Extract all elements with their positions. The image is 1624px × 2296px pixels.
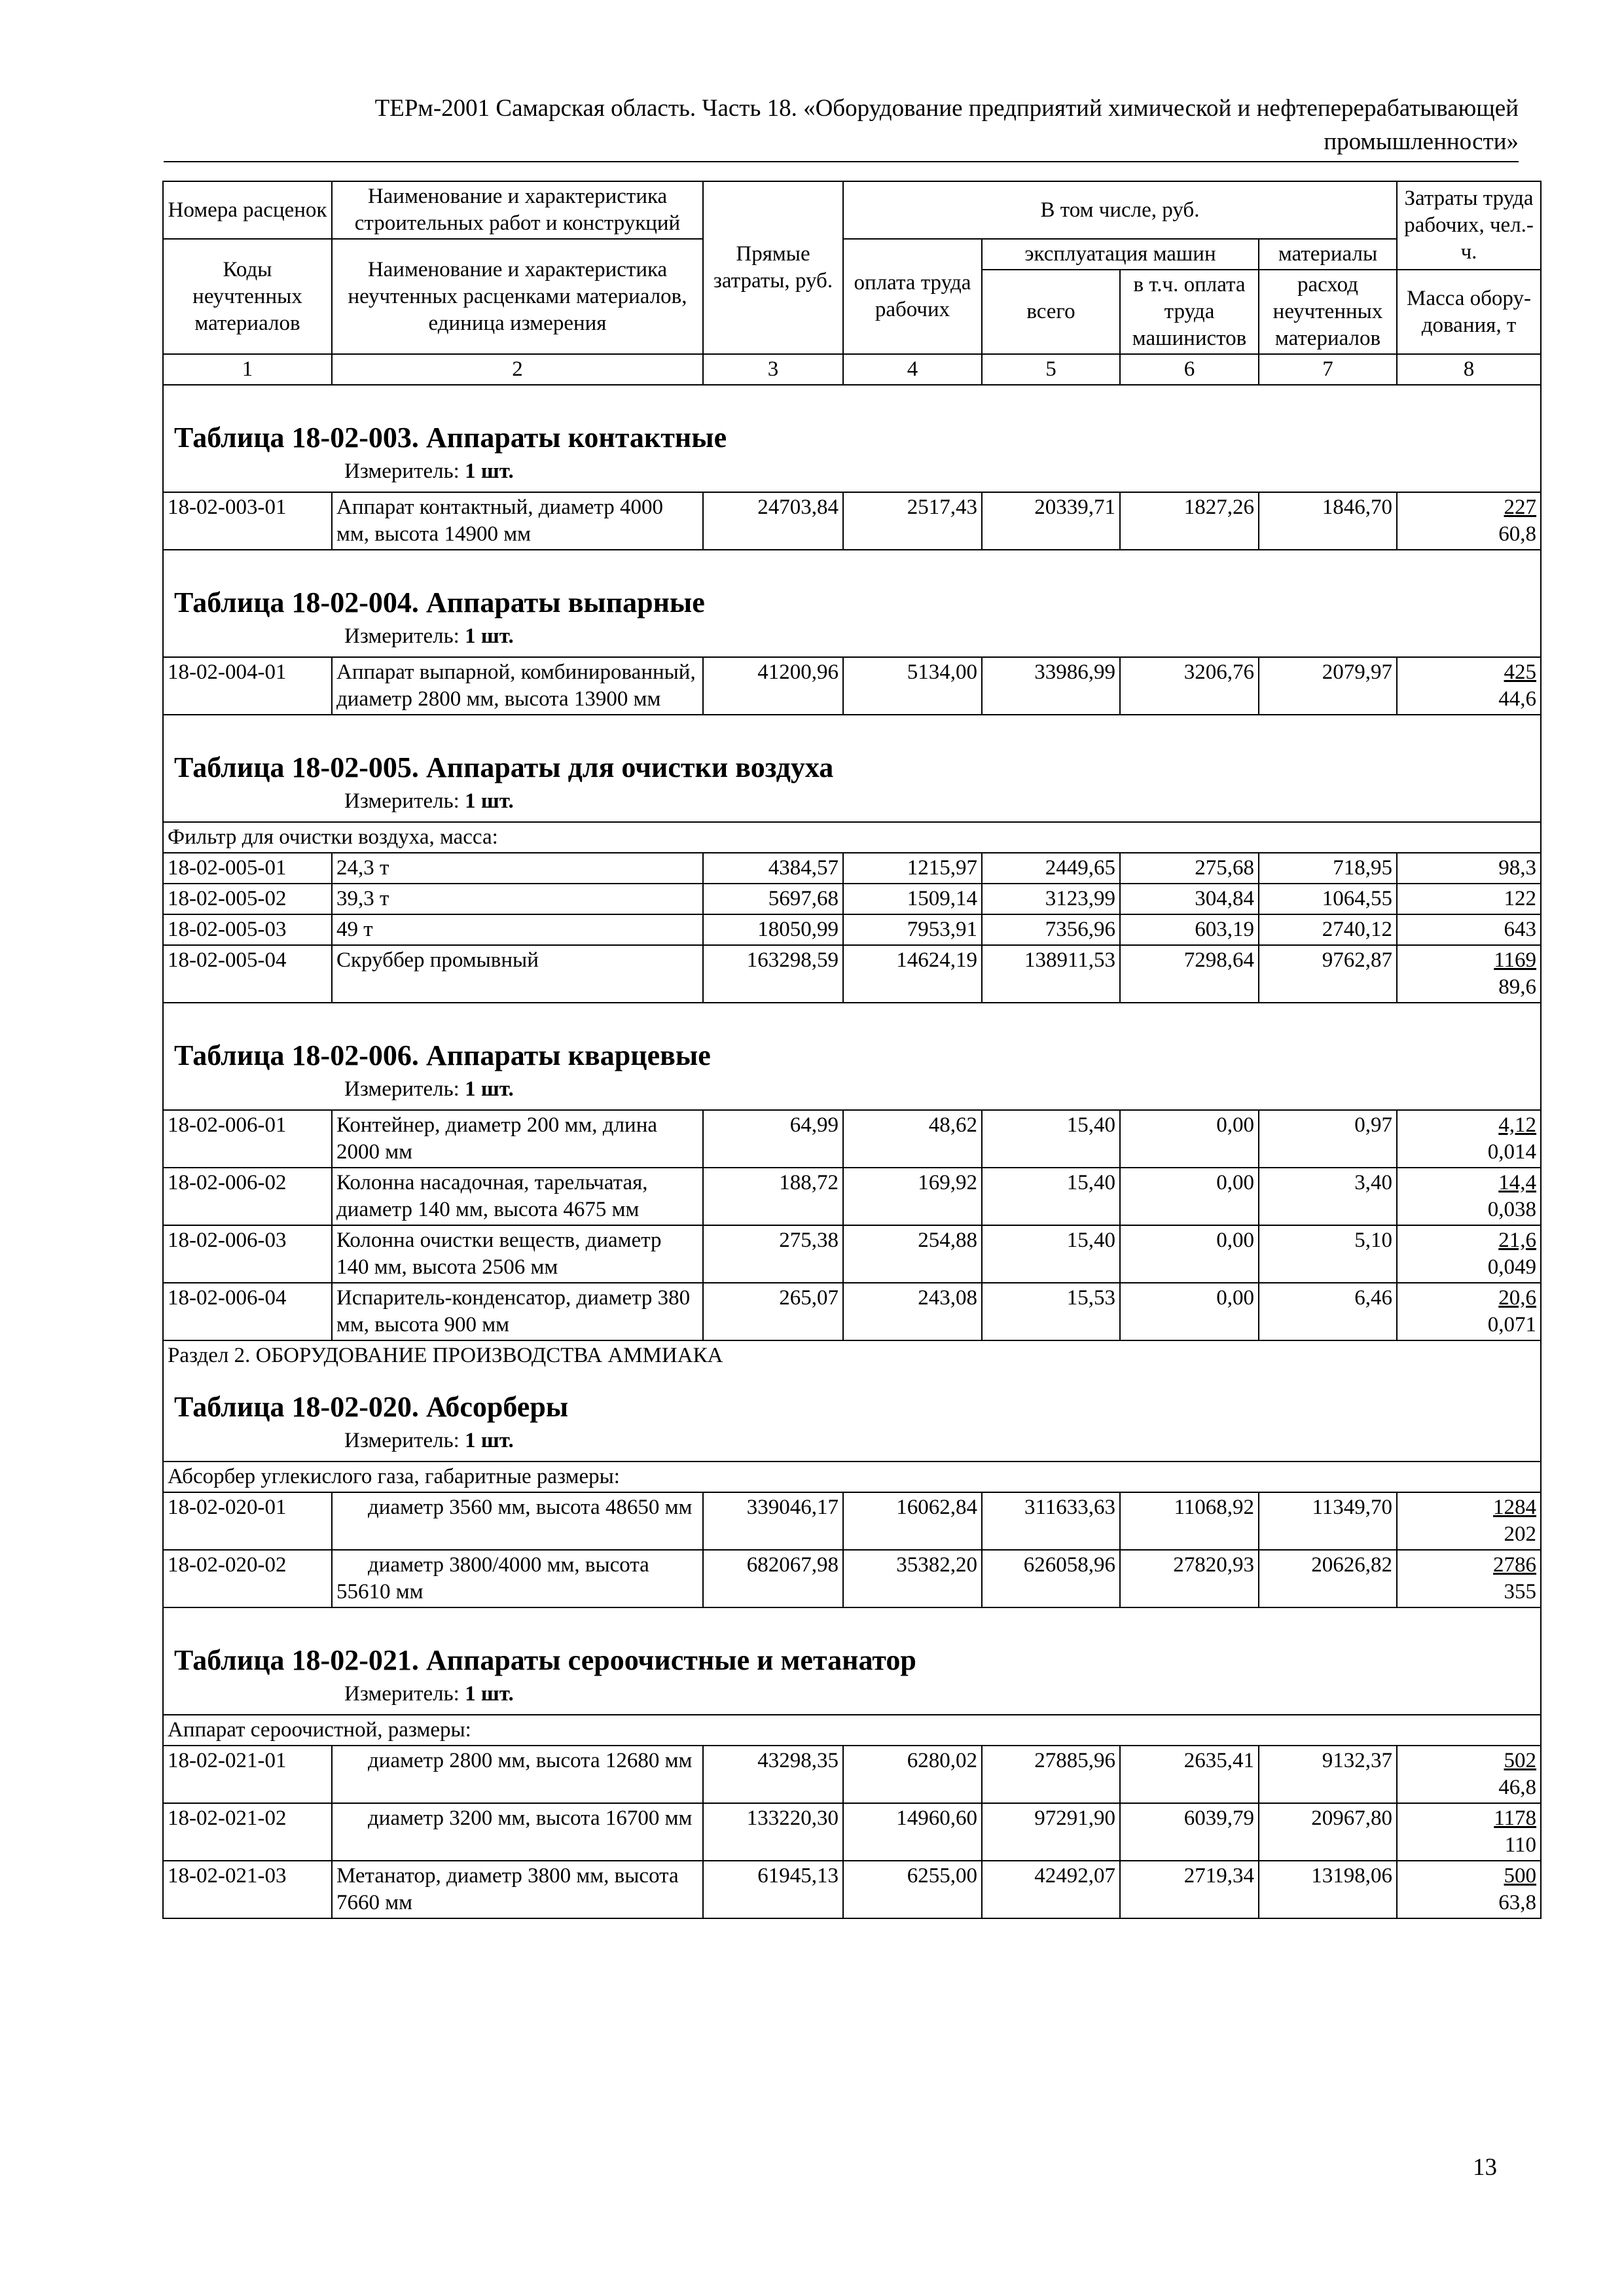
col-header-codes-a: Номера расценок [163, 181, 332, 239]
table-title: Таблица 18-02-021. Аппараты сероочистные и метанатор [174, 1644, 916, 1676]
section-18-02-004 [163, 550, 1541, 657]
table-row: 18-02-005-02 39,3 т 5697,68 1509,14 3123,99 304,84 1064,55 122 [163, 884, 1541, 914]
table-row: 18-02-006-02 Колонна насадочная, тарельчатая, диаметр 140 мм, высота 4675 мм 188,72 169,92 15,40 0,00 3,40 14,4 0,038 [163, 1168, 1541, 1225]
col-number: 7 [1259, 354, 1397, 385]
measure: Измеритель: 1 шт. [344, 1682, 514, 1706]
section-18-02-021 [163, 1607, 1541, 1715]
col-header-worker-pay: оплата труда рабочих [843, 239, 982, 354]
table-row: 18-02-020-01 диаметр 3560 мм, высота 48650 мм 339046,17 16062,84 311633,63 11068,92 11349,70 1284 202 [163, 1492, 1541, 1550]
table-row: 18-02-021-02 диаметр 3200 мм, высота 16700 мм 133220,30 14960,60 97291,90 6039,79 20967,80 1178 110 [163, 1803, 1541, 1861]
col-header-mass: Масса обору-дования, т [1397, 270, 1541, 354]
table-title: Таблица 18-02-020. Абсорберы [174, 1391, 569, 1423]
table-row: 18-02-005-01 24,3 т 4384,57 1215,97 2449,65 275,68 718,95 98,3 [163, 853, 1541, 884]
page-header [164, 92, 1519, 158]
col-header-machines: эксплуатация машин [982, 239, 1259, 270]
col-number: 8 [1397, 354, 1541, 385]
col-number: 4 [843, 354, 982, 385]
group-subheading: Фильтр для очистки воздуха, масса: [163, 822, 1541, 853]
col-number: 1 [163, 354, 332, 385]
price-table [162, 181, 1542, 1919]
section-18-02-020 [163, 1340, 1541, 1462]
table-row: 18-02-005-04 Скруббер промывный 163298,59 14624,19 138911,53 7298,64 9762,87 1169 89,6 [163, 945, 1541, 1003]
table-title: Таблица 18-02-005. Аппараты для очистки воздуха [174, 751, 834, 783]
group-subheading: Абсорбер углекислого газа, габаритные размеры: [163, 1462, 1541, 1492]
table-row: 18-02-021-01 диаметр 2800 мм, высота 12680 мм 43298,35 6280,02 27885,96 2635,41 9132,37 502 46,8 [163, 1746, 1541, 1803]
measure: Измеритель: 1 шт. [344, 789, 514, 813]
table-row: 18-02-020-02 диаметр 3800/4000 мм, высота 55610 мм 682067,98 35382,20 626058,96 27820,93 20626,82 2786 355 [163, 1550, 1541, 1607]
col-number-row [163, 354, 1541, 385]
measure: Измеритель: 1 шт. [344, 459, 514, 483]
table-row: 18-02-003-01 Аппарат контактный, диаметр 4000 мм, высота 14900 мм 24703,84 2517,43 20339,71 1827,26 1846,70 227 60,8 [163, 492, 1541, 550]
table-title: Таблица 18-02-003. Аппараты контактные [174, 422, 727, 454]
section-18-02-006 [163, 1003, 1541, 1110]
col-header-unaccounted-materials: расход неучтенных материалов [1259, 270, 1397, 354]
table-row: 18-02-021-03 Метанатор, диаметр 3800 мм, высота 7660 мм 61945,13 6255,00 42492,07 2719,34 13198,06 500 63,8 [163, 1861, 1541, 1918]
measure: Измеритель: 1 шт. [344, 1429, 514, 1452]
table-header [163, 181, 1541, 385]
header-rule [164, 161, 1519, 162]
table-row: 18-02-006-04 Испаритель-конденсатор, диаметр 380 мм, высота 900 мм 265,07 243,08 15,53 0,00 6,46 20,6 0,071 [163, 1283, 1541, 1340]
measure: Измеритель: 1 шт. [344, 624, 514, 648]
col-number: 2 [332, 354, 703, 385]
table-title: Таблица 18-02-006. Аппараты кварцевые [174, 1039, 711, 1071]
table-body [163, 385, 1541, 1918]
col-header-direct-costs: Прямые затраты, руб. [703, 181, 843, 354]
section-heading: Раздел 2. ОБОРУДОВАНИЕ ПРОИЗВОДСТВА АММИАКА [168, 1344, 723, 1367]
col-header-codes-b: Коды неучтенных материалов [163, 239, 332, 354]
col-header-name-a: Наименование и характеристика строительных работ и конструкций [332, 181, 703, 239]
col-header-machinist-pay: в т.ч. оплата труда машинистов [1120, 270, 1259, 354]
col-number: 5 [982, 354, 1120, 385]
col-number: 3 [703, 354, 843, 385]
col-header-name-b: Наименование и характеристика неучтенных расценками материалов, единица измерения [332, 239, 703, 354]
table-row: 18-02-005-03 49 т 18050,99 7953,91 7356,96 603,19 2740,12 643 [163, 914, 1541, 945]
header-line-1: ТЕРм-2001 Самарская область. Часть 18. «Оборудование предприятий химической и нефтеперерабатывающей [374, 95, 1519, 122]
col-header-labor: Затраты труда рабочих, чел.-ч. [1397, 181, 1541, 270]
table-row: 18-02-004-01 Аппарат выпарной, комбинированный, диаметр 2800 мм, высота 13900 мм 41200,96 5134,00 33986,99 3206,76 2079,97 425 44,6 [163, 657, 1541, 715]
header-line-2: промышленности» [1324, 128, 1519, 155]
table-title: Таблица 18-02-004. Аппараты выпарные [174, 586, 705, 619]
table-row: 18-02-006-03 Колонна очистки веществ, диаметр 140 мм, высота 2506 мм 275,38 254,88 15,40 0,00 5,10 21,6 0,049 [163, 1225, 1541, 1283]
section-18-02-005 [163, 715, 1541, 822]
table-row: 18-02-006-01 Контейнер, диаметр 200 мм, длина 2000 мм 64,99 48,62 15,40 0,00 0,97 4,12 0,014 [163, 1110, 1541, 1168]
group-subheading: Аппарат сероочистной, размеры: [163, 1715, 1541, 1746]
col-header-materials: материалы [1259, 239, 1397, 270]
col-header-including: В том числе, руб. [843, 181, 1397, 239]
page-number: 13 [1473, 2154, 1497, 2181]
section-18-02-003 [163, 385, 1541, 492]
col-header-machines-total: всего [982, 270, 1120, 354]
measure: Измеритель: 1 шт. [344, 1077, 514, 1101]
col-number: 6 [1120, 354, 1259, 385]
